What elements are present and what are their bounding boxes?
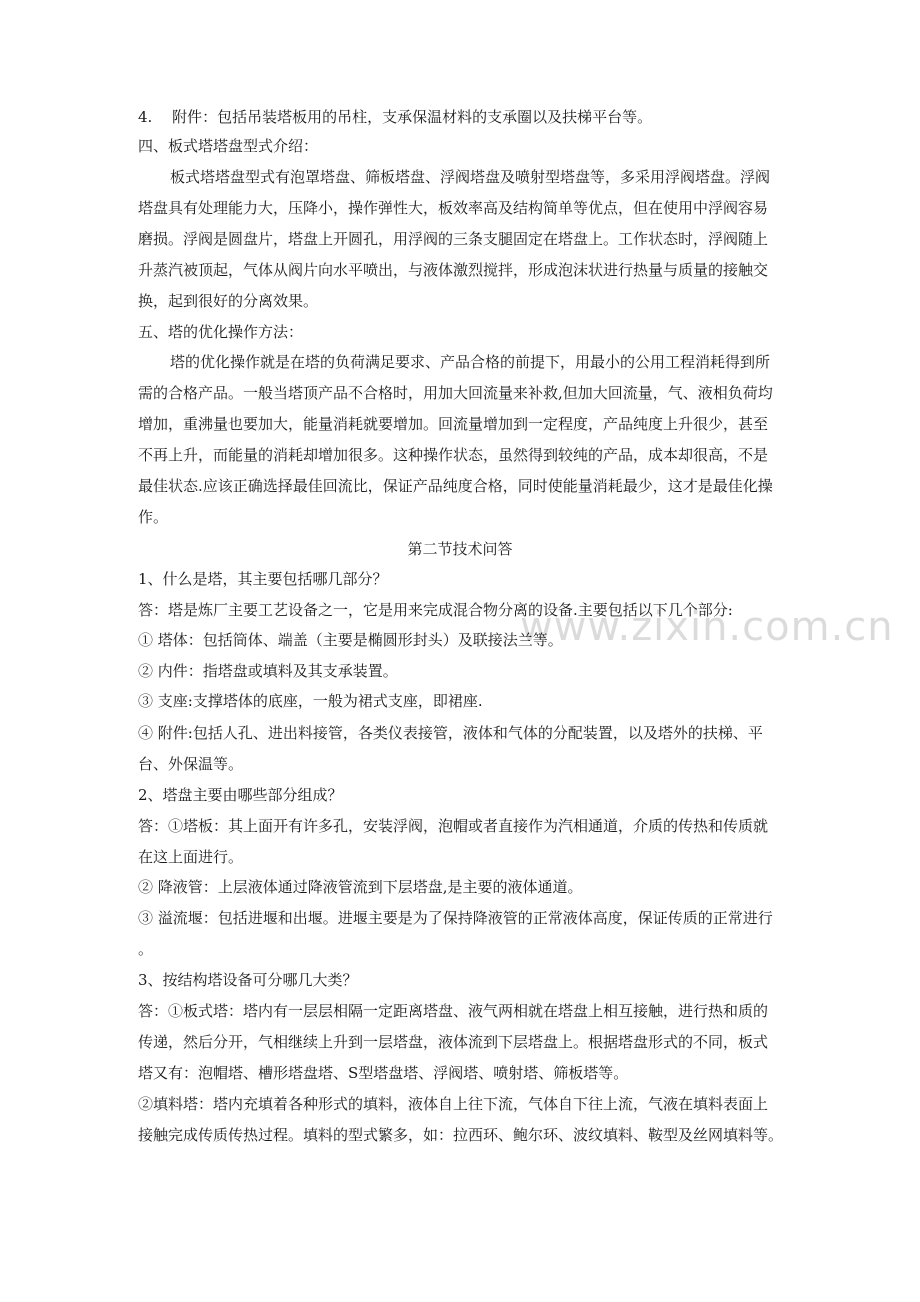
text-line: 需的合格产品。一般当塔顶产品不合格时，用加大回流量来补救,但加大回流量，气、液相负荷均 <box>138 384 773 402</box>
answer-line: 答：①板式塔：塔内有一层层相隔一定距离塔盘、液气两相就在塔盘上相互接触，进行热和质的 <box>138 1002 769 1020</box>
question: 3、按结构塔设备可分哪几大类？ <box>138 971 358 989</box>
text-line: 增加，重沸量也要加大，能量消耗就要增加。回流量增加到一定程度，产品纯度上升很少，甚至 <box>138 415 769 433</box>
text-line: 接触完成传质传热过程。填料的型式繁多，如：拉西环、鲍尔环、波纹填料、鞍型及丝网填料等。 <box>138 1126 784 1144</box>
list-item: ② 内件：指塔盘或填料及其支承装置。 <box>138 662 398 680</box>
text-line: 升蒸汽被顶起，气体从阀片向水平喷出，与液体激烈搅拌，形成泡沫状进行热量与质量的接触交 <box>138 261 769 279</box>
text-line: 塔又有：泡帽塔、槽形塔盘塔、S型塔盘塔、浮阀塔、喷射塔、筛板塔等。 <box>138 1064 629 1082</box>
answer-line: 答：塔是炼厂主要工艺设备之一，它是用来完成混合物分离的设备.主要包括以下几个部分: <box>138 601 733 619</box>
section-heading: 五、塔的优化操作方法： <box>138 323 304 341</box>
section-title: 第二节技术问答 <box>407 540 513 558</box>
text-line: 作。 <box>138 508 169 526</box>
watermark: www.zixin.com.cn <box>520 604 894 650</box>
text-line: 传递，然后分开，气相继续上升到一层塔盘，液体流到下层塔盘上。根据塔盘形式的不同，板式 <box>138 1033 769 1051</box>
question: 1、什么是塔，其主要包括哪几部分？ <box>138 570 388 588</box>
list-item: ②填料塔：塔内充填着各种形式的填料，液体自上往下流，气体自下往上流，气液在填料表面上 <box>138 1095 769 1113</box>
text-line: 塔盘具有处理能力大，压降小，操作弹性大，板效率高及结构简单等优点，但在使用中浮阀容易 <box>138 199 769 217</box>
list-item: ③ 溢流堰：包括进堰和出堰。进堰主要是为了保持降液管的正常液体高度，保证传质的正常进行 <box>138 909 773 927</box>
text-line: 在这上面进行。 <box>138 848 244 866</box>
text-line: 最佳状态.应该正确选择最佳回流比，保证产品纯度合格，同时使能量消耗最少，这才是最佳化操 <box>138 477 773 495</box>
text-line: 4. 附件：包括吊装塔板用的吊柱，支承保温材料的支承圈以及扶梯平台等。 <box>138 108 653 126</box>
text-line: 换，起到很好的分离效果。 <box>138 292 319 310</box>
answer-line: 答：①塔板：其上面开有许多孔，安装浮阀，泡帽或者直接作为汽相通道，介质的传热和传质就 <box>138 817 769 835</box>
question: 2、塔盘主要由哪些部分组成？ <box>138 786 343 804</box>
list-item: ② 降液管：上层液体通过降液管流到下层塔盘,是主要的液体通道。 <box>138 878 583 896</box>
text-line: 塔的优化操作就是在塔的负荷满足要求、产品合格的前提下，用最小的公用工程消耗得到所 <box>170 353 771 371</box>
text-line: 不再上升，而能量的消耗却增加很多。这种操作状态，虽然得到较纯的产品，成本却很高，不是 <box>138 446 769 464</box>
section-heading: 四、板式塔塔盘型式介绍： <box>138 137 319 155</box>
text-line: 台、外保温等。 <box>138 755 244 773</box>
list-item: ① 塔体：包括筒体、端盖（主要是椭圆形封头）及联接法兰等。 <box>138 631 563 649</box>
list-item: ④ 附件:包括人孔、进出料接管，各类仪表接管，液体和气体的分配装置，以及塔外的扶梯、平 <box>138 724 763 742</box>
text-line: 磨损。浮阀是圆盘片，塔盘上开圆孔，用浮阀的三条支腿固定在塔盘上。工作状态时，浮阀随上 <box>138 230 769 248</box>
text-line: 。 <box>138 940 154 958</box>
text-line: 板式塔塔盘型式有泡罩塔盘、筛板塔盘、浮阀塔盘及喷射型塔盘等，多采用浮阀塔盘。浮阀 <box>170 168 771 186</box>
list-item: ③ 支座:支撑塔体的底座，一般为裙式支座，即裙座. <box>138 692 483 710</box>
